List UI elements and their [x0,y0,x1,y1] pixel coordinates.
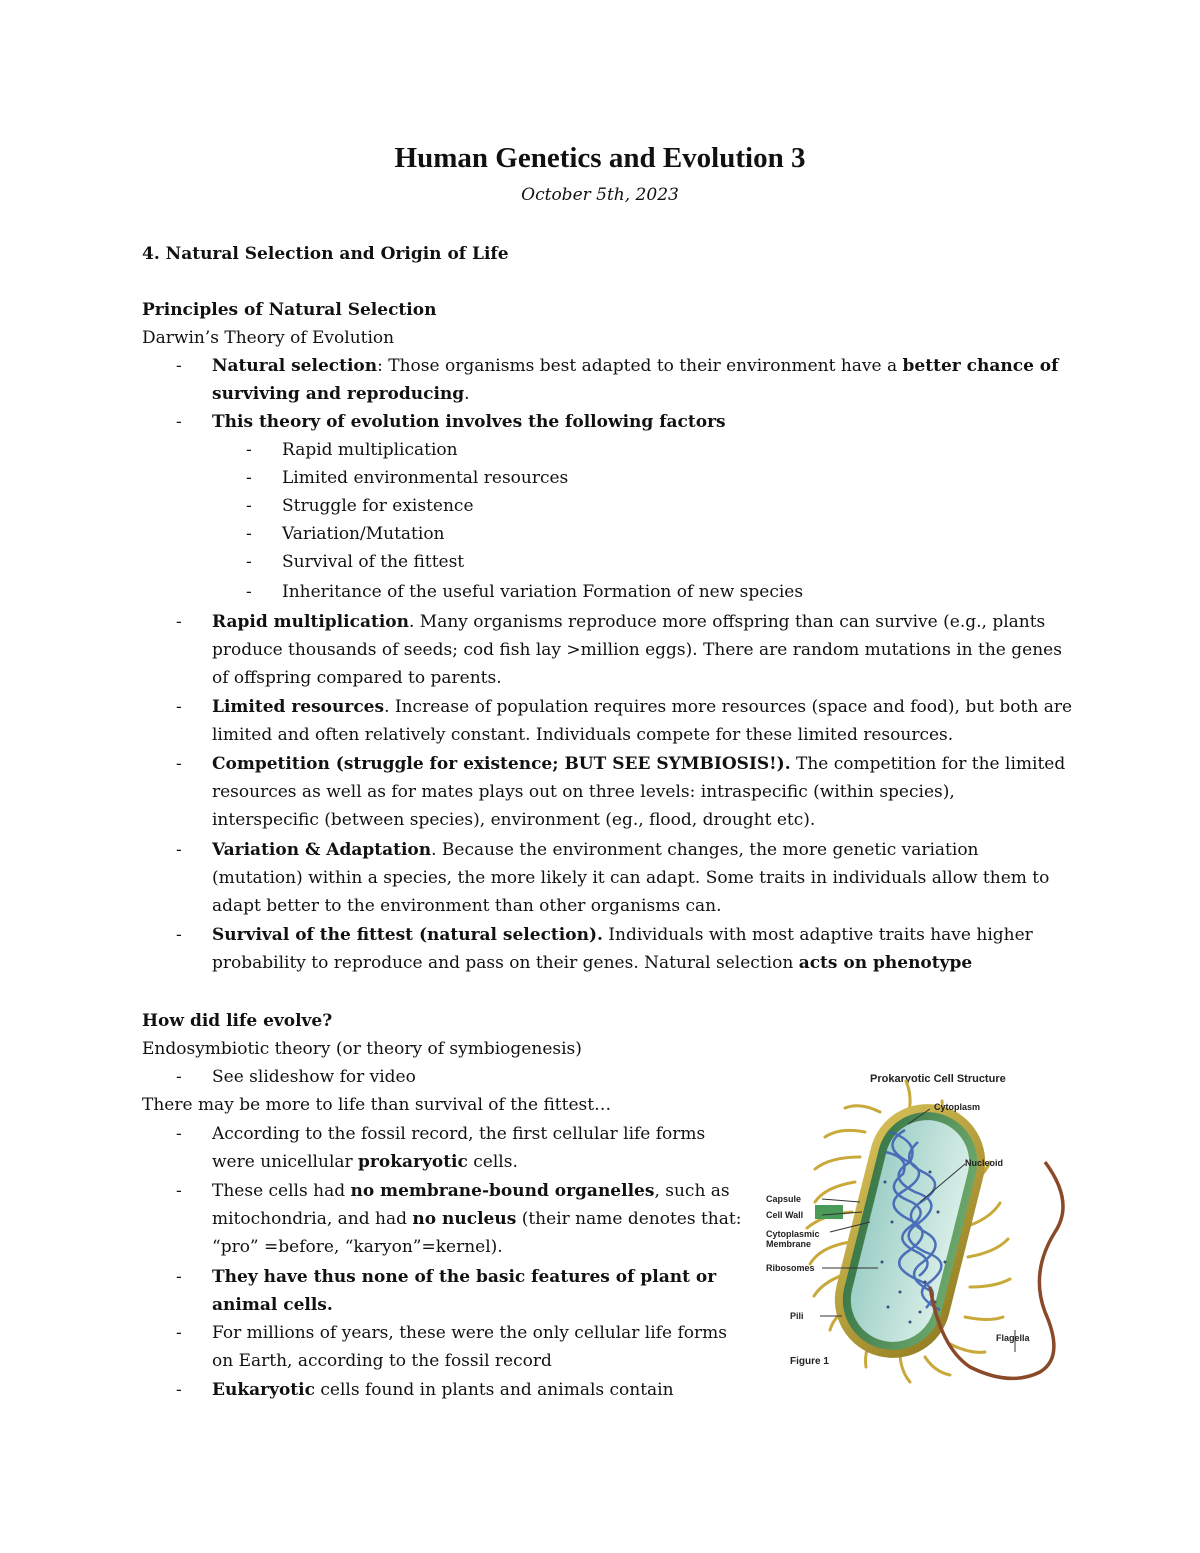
list-item-variation-cont: adapt better to the environment than other organisms can. [212,896,722,916]
list-item-limited-resources: Limited resources. Increase of population requires more resources (space and food), but both are [212,697,1073,717]
label-nucleoid: Nucleoid [965,1158,1004,1168]
list-item-variation-cont: (mutation) within a species, the more likely it can adapt. Some traits in individuals allow them to [212,868,1050,888]
sub-bullet-dash: - [246,524,252,544]
figure-caption: Figure 1 [790,1356,829,1367]
sub-list-item: Rapid multiplication [282,440,458,460]
bullet-dash: - [176,925,182,945]
bullet-dash: - [176,612,182,632]
list-item-competition: Competition (struggle for existence; BUT SEE SYMBIOSIS!). The competition for the limited [212,754,1066,774]
endosymbiotic-line: Endosymbiotic theory (or theory of symbiogenesis) [142,1039,582,1059]
sub-bullet-dash: - [246,496,252,516]
list-item-survival-cont: probability to reproduce and pass on their genes. Natural selection acts on phenotype [212,953,973,973]
label-cytoplasmic-membrane: Membrane [766,1239,812,1249]
section-heading: 4. Natural Selection and Origin of Life [142,244,509,264]
list-item-cells-cont: mitochondria, and had no nucleus (their name denotes that: [212,1209,742,1229]
sub-bullet-dash: - [246,552,252,572]
sub-list-item: Inheritance of the useful variation Formation of new species [282,582,804,602]
bullet-dash: - [176,840,182,860]
list-item-limited-resources-cont: limited and often relatively constant. Individuals compete for these limited resources. [212,725,954,745]
membrane-cutaway [815,1205,843,1219]
list-item-rapid-multiplication-cont: of offspring compared to parents. [212,668,502,688]
life-heading: How did life evolve? [142,1011,333,1031]
bullet-dash: - [176,697,182,717]
list-item-rapid-multiplication: Rapid multiplication. Many organisms reproduce more offspring than can survive (e.g., plants [212,612,1046,632]
more-to-life-line: There may be more to life than survival of the fittest… [142,1095,612,1115]
list-item-cells: These cells had no membrane-bound organelles, such as [212,1181,730,1201]
list-item-basic-features: They have thus none of the basic features of plant or [212,1267,717,1287]
sub-bullet-dash: - [246,582,252,602]
list-item-millions-cont: on Earth, according to the fossil record [212,1351,552,1371]
principles-heading: Principles of Natural Selection [142,300,437,320]
sub-list-item: Variation/Mutation [282,524,445,544]
list-item-competition-cont: resources as well as for mates plays out on three levels: intraspecific (within species), [212,782,955,802]
list-item-variation: Variation & Adaptation. Because the environment changes, the more genetic variation [212,840,979,860]
darwin-line: Darwin’s Theory of Evolution [142,328,395,348]
label-cytoplasmic-membrane: Cytoplasmic [766,1229,820,1239]
list-item-fossil: According to the fossil record, the first cellular life forms [212,1124,706,1144]
sub-list-item: Survival of the fittest [282,552,465,572]
sub-list-item: Limited environmental resources [282,468,569,488]
bullet-dash: - [176,1181,182,1201]
label-capsule: Capsule [766,1194,802,1204]
list-item-cells-cont: “pro” =before, “karyon”=kernel). [212,1237,503,1257]
document-title: Human Genetics and Evolution 3 [394,142,806,174]
list-item-survival: Survival of the fittest (natural selection). Individuals with most adaptive traits have higher [212,925,1033,945]
bullet-dash: - [176,1124,182,1144]
sub-bullet-dash: - [246,440,252,460]
list-item-factors: This theory of evolution involves the following factors [212,412,726,432]
list-item-natural-selection-cont: surviving and reproducing. [212,384,470,404]
document-date: October 5th, 2023 [521,185,679,205]
list-item-eukaryotic: Eukaryotic cells found in plants and animals contain [212,1380,674,1400]
bullet-dash: - [176,1380,182,1400]
label-cell-wall: Cell Wall [766,1210,804,1220]
label-cytoplasm: Cytoplasm [934,1102,981,1112]
list-item-basic-features-cont: animal cells. [212,1295,333,1315]
bullet-dash: - [176,1323,182,1343]
list-item-millions: For millions of years, these were the only cellular life forms [212,1323,727,1343]
bullet-dash: - [176,1267,182,1287]
bullet-dash: - [176,356,182,376]
bullet-dash: - [176,412,182,432]
sub-bullet-dash: - [246,468,252,488]
label-ribosomes: Ribosomes [766,1263,815,1273]
figure-title: Prokaryotic Cell Structure [870,1073,1006,1085]
bullet-dash: - [176,1067,182,1087]
list-item-slideshow: See slideshow for video [212,1067,416,1087]
list-item-competition-cont: interspecific (between species), environment (eg., flood, drought etc). [212,810,816,830]
list-item-fossil-cont: were unicellular prokaryotic cells. [212,1152,518,1172]
label-pili: Pili [790,1311,804,1321]
list-item-natural-selection: Natural selection: Those organisms best adapted to their environment have a better chance of [212,356,1059,376]
prokaryotic-cell-figure [760,1062,1070,1392]
list-item-rapid-multiplication-cont: produce thousands of seeds; cod fish lay >million eggs). There are random mutations in the genes [212,640,1062,660]
bullet-dash: - [176,754,182,774]
label-flagella: Flagella [996,1333,1030,1343]
sub-list-item: Struggle for existence [282,496,474,516]
